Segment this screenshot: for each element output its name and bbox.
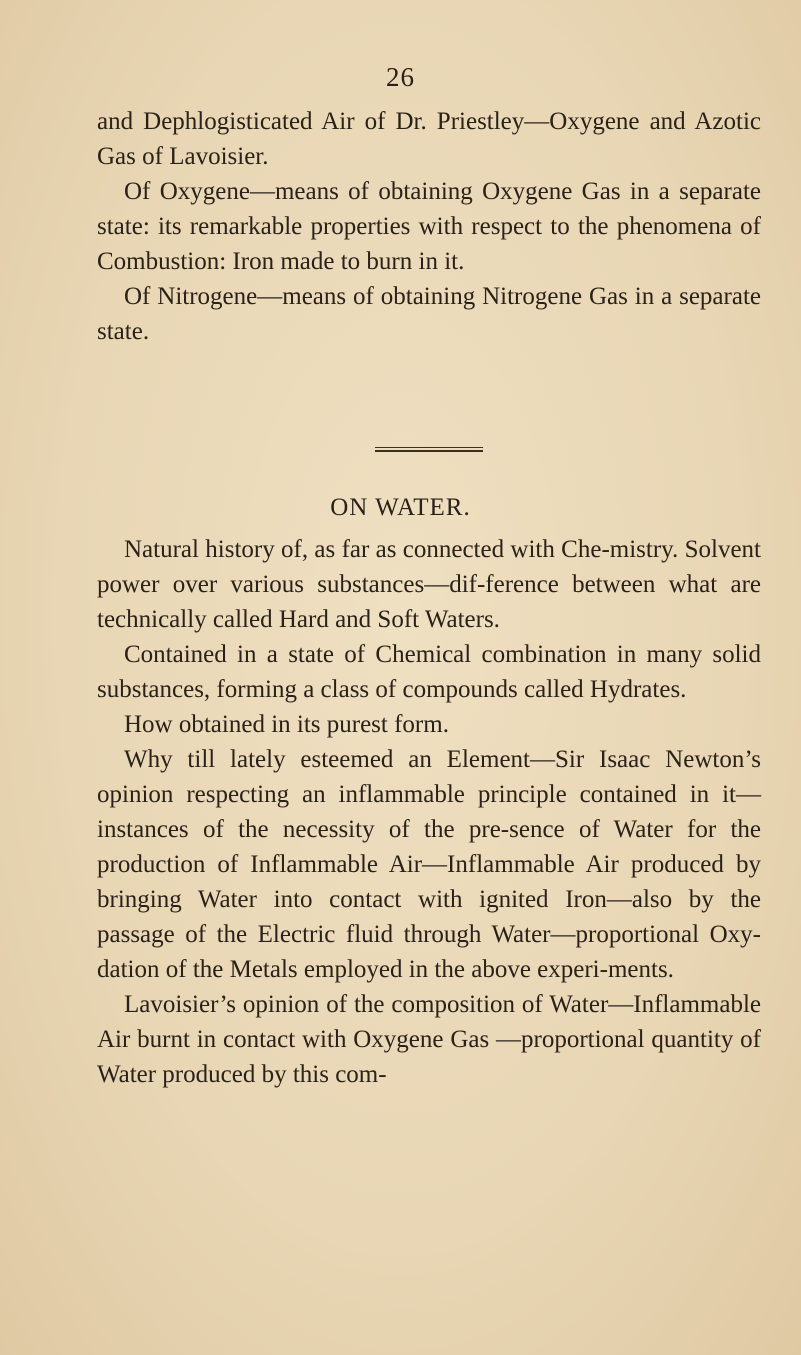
paragraph-element: Why till lately esteemed an Element—Sir Isaac Newton’s opinion respecting an inflammable principle contained in it—instances of the necessity of the pre-sence of Water for the production of Inflammable Air—Inflammable Air produced by bringing Water into contact with ignited Iron—also by the passage of the Electric fluid through Water—proportional Oxy-dation of the Metals employed in the above experi-ments. [97, 746, 761, 983]
paragraph-oxygene: Of Oxygene—means of obtaining Oxygene Gas in a separate state: its remarkable properties with respect to the phenomena of Combustion: Iron made to burn in it. [97, 178, 761, 275]
top-text-block [97, 104, 761, 349]
paragraph-purest-form: How obtained in its purest form. [124, 711, 449, 738]
paragraph-lavoisier: Lavoisier’s opinion of the composition of Water—Inflammable Air burnt in contact with Oxygene Gas —proportional quantity of Water produced by this com- [97, 991, 761, 1088]
divider-rule-bottom [375, 450, 483, 452]
paragraph-continuation: and Dephlogisticated Air of Dr. Priestley—Oxygene and Azotic Gas of Lavoisier. [97, 108, 761, 170]
section-divider [375, 447, 483, 453]
paragraph-nitrogene: Of Nitrogene—means of obtaining Nitrogene Gas in a separate state. [97, 283, 761, 345]
water-text-block [97, 532, 761, 1092]
section-heading: ON WATER. [330, 494, 471, 521]
paragraph-natural-history: Natural history of, as far as connected with Che-mistry. Solvent power over various substances—dif-ference between what are technically called Hard and Soft Waters. [97, 536, 761, 633]
divider-rule-top [375, 447, 483, 448]
page-number: 26 [386, 62, 415, 92]
paragraph-hydrates: Contained in a state of Chemical combination in many solid substances, forming a class of compounds called Hydrates. [97, 641, 761, 703]
